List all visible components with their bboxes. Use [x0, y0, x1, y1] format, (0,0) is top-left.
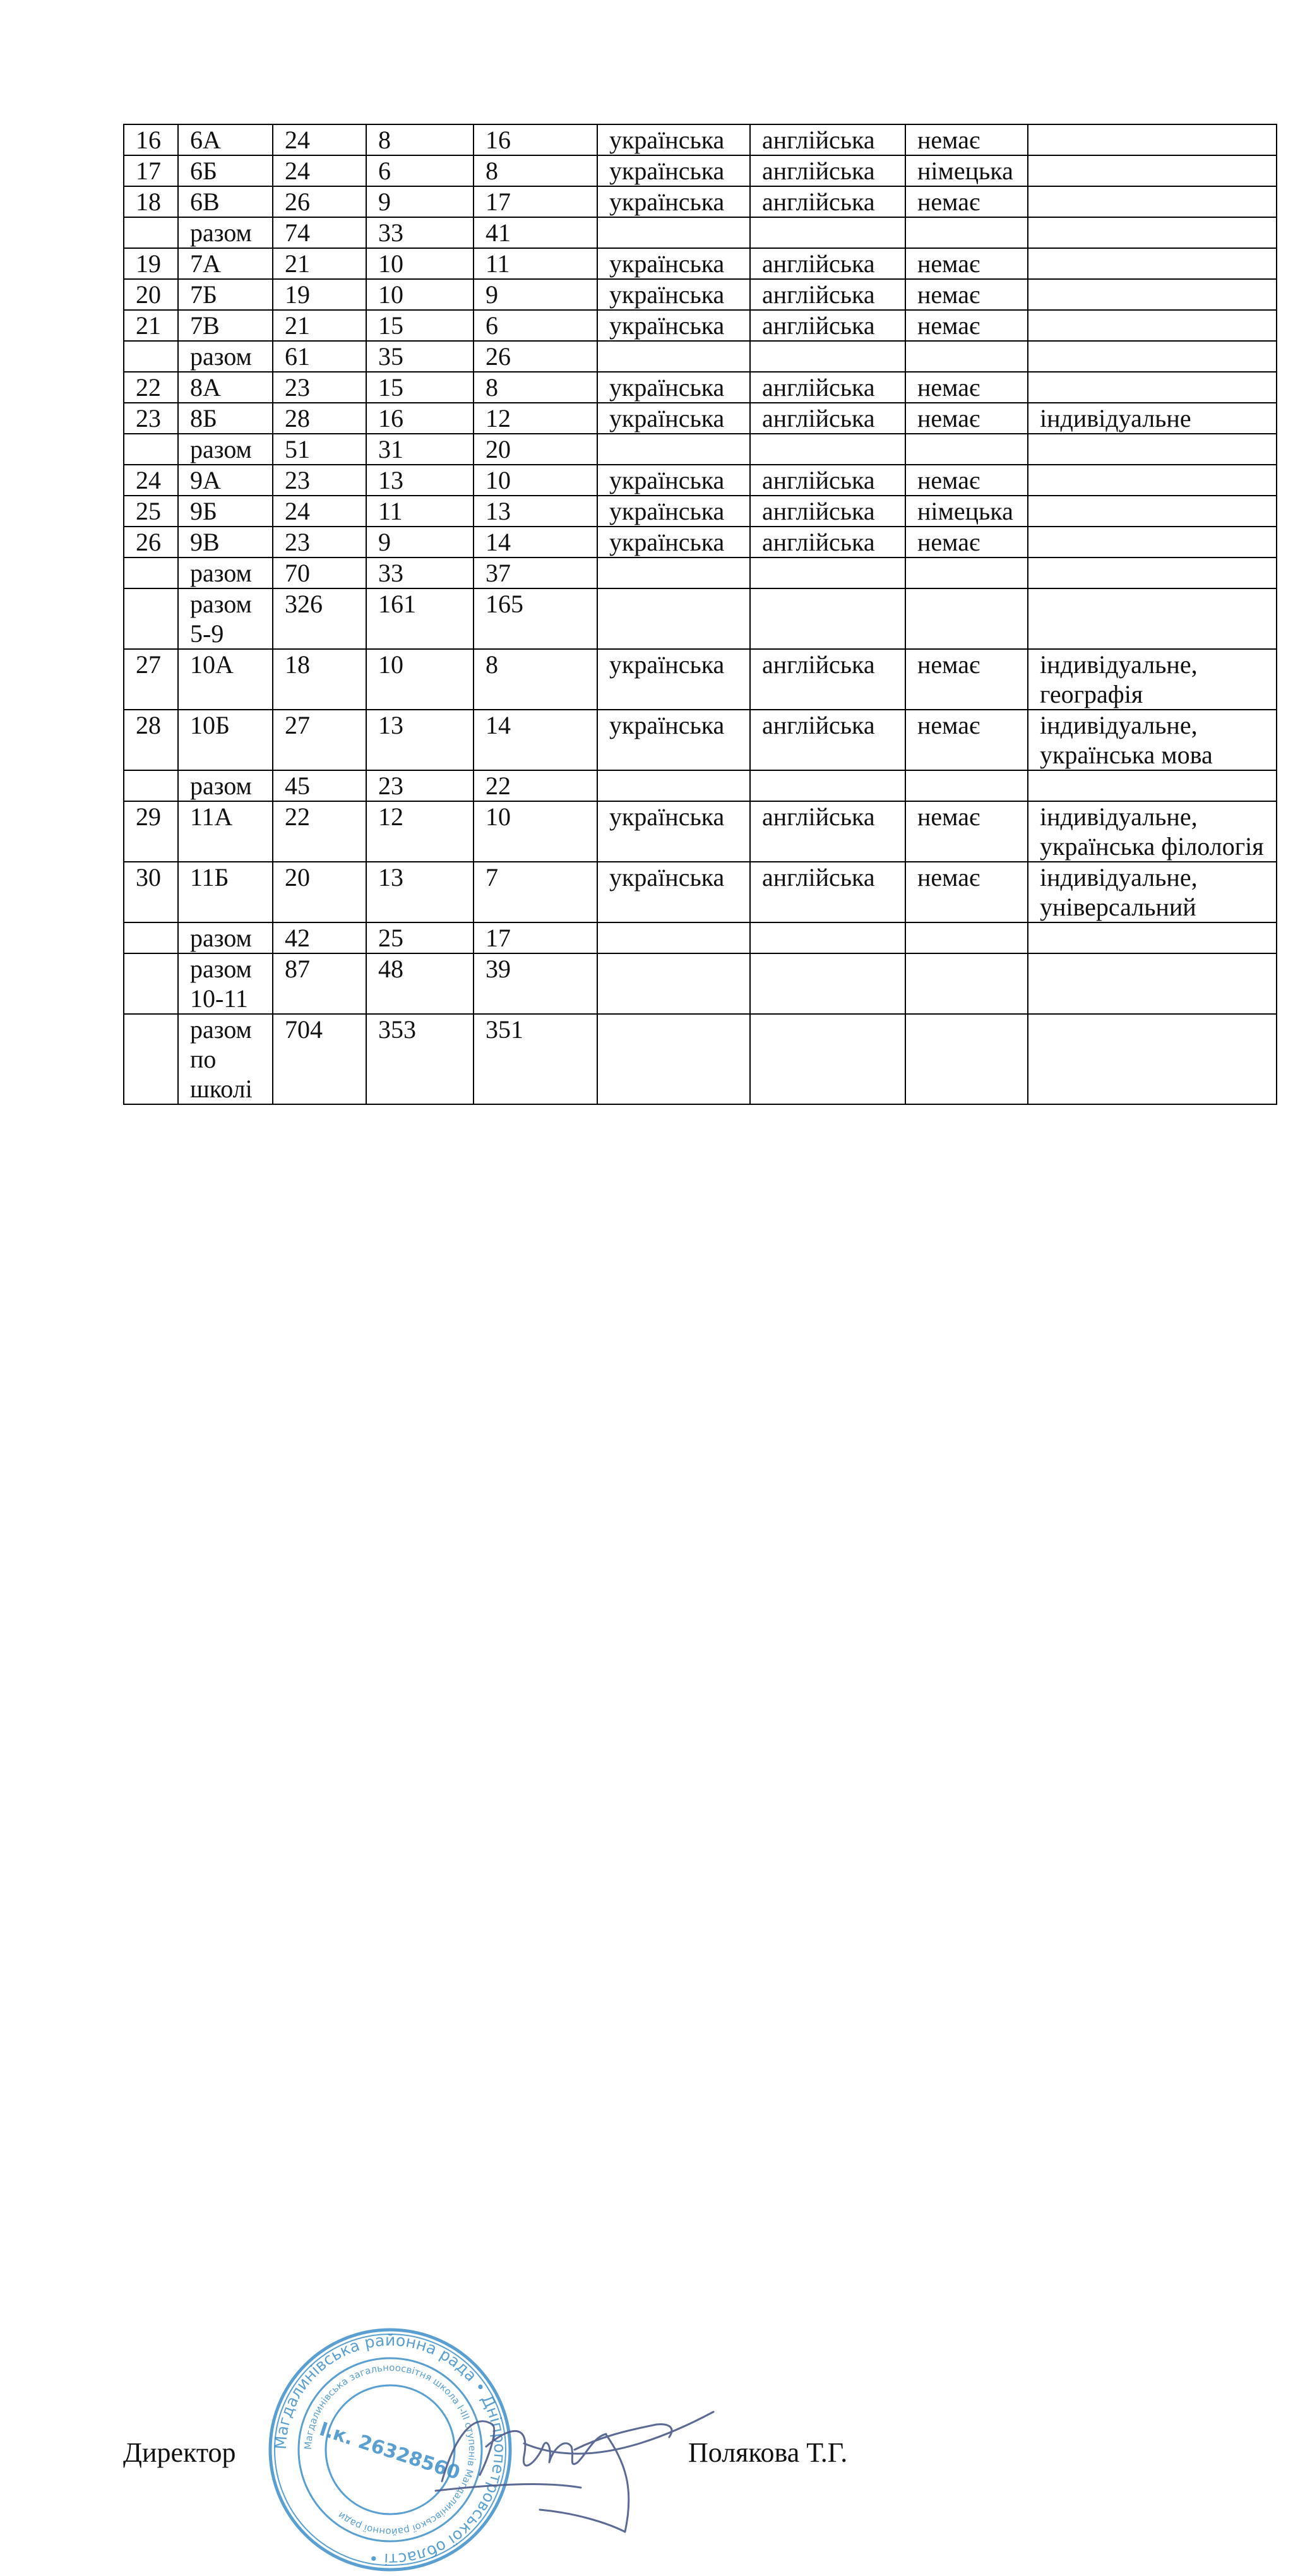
cell-girls: 9 [474, 279, 597, 310]
cell-girls: 14 [474, 710, 597, 770]
table-row [124, 922, 1277, 953]
cell-boys: 33 [366, 558, 474, 588]
cell-number: 24 [124, 465, 178, 496]
cell-language: українська [597, 279, 750, 310]
cell-education-form [1028, 1014, 1277, 1104]
cell-foreign-language-2 [905, 770, 1028, 801]
cell-total: 24 [273, 496, 366, 527]
cell-boys: 15 [366, 372, 474, 403]
cell-girls: 37 [474, 558, 597, 588]
cell-education-form: індивідуальне, українська мова [1028, 710, 1277, 770]
cell-number: 20 [124, 279, 178, 310]
cell-total: 704 [273, 1014, 366, 1104]
cell-language: українська [597, 124, 750, 155]
cell-total: 18 [273, 649, 366, 710]
cell-language: українська [597, 710, 750, 770]
cell-number: 23 [124, 403, 178, 434]
cell-education-form: індивідуальне [1028, 403, 1277, 434]
cell-girls: 12 [474, 403, 597, 434]
cell-number: 27 [124, 649, 178, 710]
table-row [124, 558, 1277, 588]
cell-class: разом 10-11 [178, 953, 273, 1014]
cell-number: 29 [124, 801, 178, 862]
cell-total: 23 [273, 372, 366, 403]
director-label: Директор [123, 2437, 236, 2468]
cell-boys: 161 [366, 588, 474, 649]
table-row [124, 248, 1277, 279]
cell-education-form [1028, 465, 1277, 496]
cell-foreign-language-1 [750, 434, 905, 465]
cell-boys: 10 [366, 279, 474, 310]
cell-total: 24 [273, 124, 366, 155]
cell-girls: 22 [474, 770, 597, 801]
cell-foreign-language-1: англійська [750, 248, 905, 279]
cell-total: 21 [273, 310, 366, 341]
cell-total: 22 [273, 801, 366, 862]
cell-number [124, 341, 178, 372]
cell-foreign-language-1: англійська [750, 496, 905, 527]
cell-boys: 9 [366, 527, 474, 558]
cell-number: 22 [124, 372, 178, 403]
cell-education-form [1028, 922, 1277, 953]
cell-boys: 11 [366, 496, 474, 527]
cell-language [597, 770, 750, 801]
cell-foreign-language-1: англійська [750, 710, 905, 770]
cell-number: 16 [124, 124, 178, 155]
cell-girls: 8 [474, 649, 597, 710]
cell-language: українська [597, 862, 750, 922]
cell-education-form [1028, 434, 1277, 465]
cell-boys: 10 [366, 248, 474, 279]
director-name: Полякова Т.Г. [688, 2437, 848, 2468]
cell-girls: 20 [474, 434, 597, 465]
cell-number: 26 [124, 527, 178, 558]
cell-foreign-language-2 [905, 217, 1028, 248]
cell-boys: 16 [366, 403, 474, 434]
cell-total: 20 [273, 862, 366, 922]
cell-boys: 48 [366, 953, 474, 1014]
cell-language [597, 217, 750, 248]
cell-foreign-language-2 [905, 922, 1028, 953]
cell-number [124, 770, 178, 801]
cell-foreign-language-2 [905, 953, 1028, 1014]
cell-foreign-language-1 [750, 922, 905, 953]
cell-foreign-language-2: немає [905, 862, 1028, 922]
cell-foreign-language-1: англійська [750, 862, 905, 922]
cell-class: 7А [178, 248, 273, 279]
cell-girls: 6 [474, 310, 597, 341]
cell-girls: 10 [474, 801, 597, 862]
cell-girls: 10 [474, 465, 597, 496]
cell-total: 26 [273, 186, 366, 217]
cell-girls: 7 [474, 862, 597, 922]
cell-foreign-language-2 [905, 341, 1028, 372]
cell-number: 21 [124, 310, 178, 341]
cell-number [124, 953, 178, 1014]
cell-foreign-language-2 [905, 558, 1028, 588]
cell-boys: 33 [366, 217, 474, 248]
cell-total: 87 [273, 953, 366, 1014]
cell-foreign-language-2: немає [905, 372, 1028, 403]
cell-total: 21 [273, 248, 366, 279]
cell-boys: 23 [366, 770, 474, 801]
cell-education-form [1028, 558, 1277, 588]
cell-language: українська [597, 310, 750, 341]
svg-text:Магдалинівська загальноосвітня: Магдалинівська загальноосвітня школа І-ІІІ ступенів Магдалинівської районної ради [302, 2361, 479, 2538]
cell-education-form [1028, 186, 1277, 217]
cell-language: українська [597, 527, 750, 558]
cell-foreign-language-1: англійська [750, 527, 905, 558]
cell-language: українська [597, 372, 750, 403]
cell-language [597, 1014, 750, 1104]
cell-girls: 16 [474, 124, 597, 155]
cell-education-form [1028, 527, 1277, 558]
table-row [124, 588, 1277, 649]
table-row [124, 801, 1277, 862]
cell-foreign-language-2: немає [905, 527, 1028, 558]
table-row [124, 155, 1277, 186]
cell-total: 42 [273, 922, 366, 953]
cell-education-form: індивідуальне, українська філологія [1028, 801, 1277, 862]
cell-class: 9Б [178, 496, 273, 527]
cell-class: разом 5-9 [178, 588, 273, 649]
cell-foreign-language-2 [905, 1014, 1028, 1104]
cell-language: українська [597, 248, 750, 279]
cell-total: 74 [273, 217, 366, 248]
cell-total: 19 [273, 279, 366, 310]
cell-foreign-language-1: англійська [750, 279, 905, 310]
cell-class: разом [178, 341, 273, 372]
cell-boys: 12 [366, 801, 474, 862]
cell-boys: 25 [366, 922, 474, 953]
table-row [124, 310, 1277, 341]
cell-education-form [1028, 155, 1277, 186]
cell-boys: 9 [366, 186, 474, 217]
cell-girls: 11 [474, 248, 597, 279]
cell-girls: 26 [474, 341, 597, 372]
cell-education-form [1028, 341, 1277, 372]
cell-foreign-language-1: англійська [750, 372, 905, 403]
cell-foreign-language-1: англійська [750, 186, 905, 217]
cell-language [597, 558, 750, 588]
cell-class: разом [178, 770, 273, 801]
cell-foreign-language-1 [750, 588, 905, 649]
table-row [124, 279, 1277, 310]
cell-boys: 353 [366, 1014, 474, 1104]
cell-number [124, 558, 178, 588]
cell-number: 25 [124, 496, 178, 527]
cell-girls: 351 [474, 1014, 597, 1104]
cell-number [124, 588, 178, 649]
cell-foreign-language-2: німецька [905, 496, 1028, 527]
cell-language: українська [597, 649, 750, 710]
table-row [124, 1014, 1277, 1104]
cell-class: 7В [178, 310, 273, 341]
cell-class: 11А [178, 801, 273, 862]
cell-boys: 6 [366, 155, 474, 186]
cell-foreign-language-1: англійська [750, 649, 905, 710]
cell-boys: 31 [366, 434, 474, 465]
cell-language [597, 953, 750, 1014]
cell-education-form [1028, 372, 1277, 403]
cell-class: 8А [178, 372, 273, 403]
cell-total: 61 [273, 341, 366, 372]
cell-number [124, 1014, 178, 1104]
cell-total: 45 [273, 770, 366, 801]
cell-girls: 17 [474, 186, 597, 217]
cell-class: 8Б [178, 403, 273, 434]
cell-class: 9А [178, 465, 273, 496]
cell-education-form [1028, 588, 1277, 649]
table-row [124, 217, 1277, 248]
cell-language: українська [597, 801, 750, 862]
cell-education-form [1028, 248, 1277, 279]
cell-number [124, 434, 178, 465]
cell-education-form [1028, 279, 1277, 310]
svg-text:Магдалинівська районна рада •: Магдалинівська районна рада • Дніпропетровської області • [271, 2330, 509, 2569]
cell-language: українська [597, 155, 750, 186]
cell-total: 70 [273, 558, 366, 588]
cell-foreign-language-2: немає [905, 124, 1028, 155]
cell-total: 23 [273, 465, 366, 496]
cell-education-form [1028, 770, 1277, 801]
cell-number [124, 217, 178, 248]
table-row [124, 953, 1277, 1014]
cell-boys: 8 [366, 124, 474, 155]
cell-foreign-language-1 [750, 341, 905, 372]
cell-class: 9В [178, 527, 273, 558]
student-table [123, 124, 1277, 1105]
cell-class: 10Б [178, 710, 273, 770]
cell-boys: 13 [366, 862, 474, 922]
cell-boys: 10 [366, 649, 474, 710]
cell-girls: 8 [474, 372, 597, 403]
cell-class: разом [178, 217, 273, 248]
cell-total: 23 [273, 527, 366, 558]
cell-foreign-language-2: немає [905, 186, 1028, 217]
cell-education-form [1028, 953, 1277, 1014]
cell-girls: 39 [474, 953, 597, 1014]
cell-education-form: індивідуальне, універсальний [1028, 862, 1277, 922]
cell-girls: 13 [474, 496, 597, 527]
cell-foreign-language-1: англійська [750, 403, 905, 434]
cell-foreign-language-1: англійська [750, 801, 905, 862]
cell-girls: 14 [474, 527, 597, 558]
cell-number: 28 [124, 710, 178, 770]
cell-total: 27 [273, 710, 366, 770]
cell-foreign-language-2: немає [905, 649, 1028, 710]
cell-foreign-language-2 [905, 588, 1028, 649]
cell-number: 19 [124, 248, 178, 279]
cell-language: українська [597, 465, 750, 496]
cell-girls: 165 [474, 588, 597, 649]
cell-class: разом [178, 558, 273, 588]
cell-class: 11Б [178, 862, 273, 922]
cell-number: 18 [124, 186, 178, 217]
cell-foreign-language-2: немає [905, 801, 1028, 862]
cell-class: разом [178, 922, 273, 953]
cell-girls: 41 [474, 217, 597, 248]
cell-boys: 13 [366, 710, 474, 770]
cell-class: 10А [178, 649, 273, 710]
cell-foreign-language-1: англійська [750, 310, 905, 341]
cell-education-form [1028, 217, 1277, 248]
cell-language [597, 588, 750, 649]
table-row [124, 434, 1277, 465]
table-body [124, 124, 1277, 1104]
cell-class: 6В [178, 186, 273, 217]
cell-number [124, 922, 178, 953]
table-row [124, 124, 1277, 155]
cell-boys: 15 [366, 310, 474, 341]
cell-total: 24 [273, 155, 366, 186]
cell-language: українська [597, 496, 750, 527]
cell-education-form [1028, 496, 1277, 527]
cell-number: 17 [124, 155, 178, 186]
cell-total: 51 [273, 434, 366, 465]
cell-foreign-language-1: англійська [750, 155, 905, 186]
cell-foreign-language-1: англійська [750, 465, 905, 496]
table-row [124, 649, 1277, 710]
cell-girls: 17 [474, 922, 597, 953]
table-row [124, 862, 1277, 922]
table-row [124, 710, 1277, 770]
table-row [124, 770, 1277, 801]
cell-education-form [1028, 124, 1277, 155]
cell-boys: 13 [366, 465, 474, 496]
table-row [124, 341, 1277, 372]
cell-class: 6А [178, 124, 273, 155]
table-row [124, 186, 1277, 217]
cell-foreign-language-2: немає [905, 279, 1028, 310]
cell-number: 30 [124, 862, 178, 922]
table-row [124, 465, 1277, 496]
cell-foreign-language-1 [750, 217, 905, 248]
cell-foreign-language-2: немає [905, 310, 1028, 341]
cell-class: 7Б [178, 279, 273, 310]
table-row [124, 403, 1277, 434]
table-row [124, 527, 1277, 558]
cell-foreign-language-2: німецька [905, 155, 1028, 186]
signature-area [0, 1136, 1293, 2569]
cell-total: 28 [273, 403, 366, 434]
cell-foreign-language-2: немає [905, 710, 1028, 770]
cell-language [597, 434, 750, 465]
svg-text:І.к. 26328560: І.к. 26328560 [316, 2418, 463, 2484]
cell-boys: 35 [366, 341, 474, 372]
cell-foreign-language-1 [750, 558, 905, 588]
cell-language: українська [597, 403, 750, 434]
cell-girls: 8 [474, 155, 597, 186]
cell-education-form [1028, 310, 1277, 341]
cell-foreign-language-1 [750, 953, 905, 1014]
table-row [124, 496, 1277, 527]
cell-foreign-language-1: англійська [750, 124, 905, 155]
cell-language: українська [597, 186, 750, 217]
cell-foreign-language-1 [750, 1014, 905, 1104]
cell-foreign-language-1 [750, 770, 905, 801]
cell-foreign-language-2 [905, 434, 1028, 465]
cell-total: 326 [273, 588, 366, 649]
cell-foreign-language-2: немає [905, 248, 1028, 279]
cell-foreign-language-2: немає [905, 465, 1028, 496]
table-row [124, 372, 1277, 403]
cell-education-form: індивідуальне, географія [1028, 649, 1277, 710]
cell-language [597, 341, 750, 372]
cell-class: 6Б [178, 155, 273, 186]
cell-language [597, 922, 750, 953]
cell-class: разом по школі [178, 1014, 273, 1104]
cell-foreign-language-2: немає [905, 403, 1028, 434]
cell-class: разом [178, 434, 273, 465]
